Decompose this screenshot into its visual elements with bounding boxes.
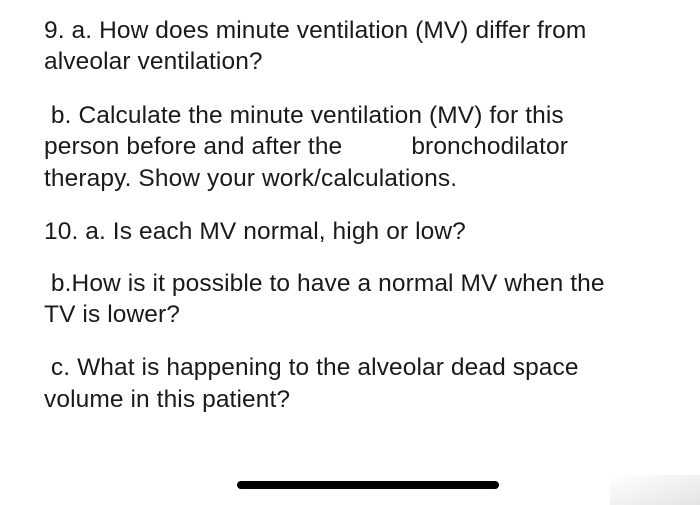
question-10b-line-2: TV is lower? — [44, 301, 180, 328]
question-9a-line-1: 9. a. How does minute ventilation (MV) differ from — [44, 17, 587, 44]
question-9b-line-1: b. Calculate the minute ventilation (MV) for this — [44, 102, 564, 129]
question-10c-line-1: c. What is happening to the alveolar dead space — [44, 354, 579, 381]
question-10c-line-2: volume in this patient? — [44, 386, 291, 413]
home-indicator[interactable] — [237, 481, 499, 489]
corner-shadow-decoration — [610, 475, 700, 505]
question-10a-line-1: 10. a. Is each MV normal, high or low? — [44, 218, 466, 245]
question-10b-line-1: b.How is it possible to have a normal MV when the — [44, 270, 605, 297]
question-9b-line-2: person before and after the bronchodilator — [44, 133, 569, 160]
question-9b-line-3: therapy. Show your work/calculations. — [44, 165, 458, 192]
question-9a-line-2: alveolar ventilation? — [44, 48, 263, 75]
